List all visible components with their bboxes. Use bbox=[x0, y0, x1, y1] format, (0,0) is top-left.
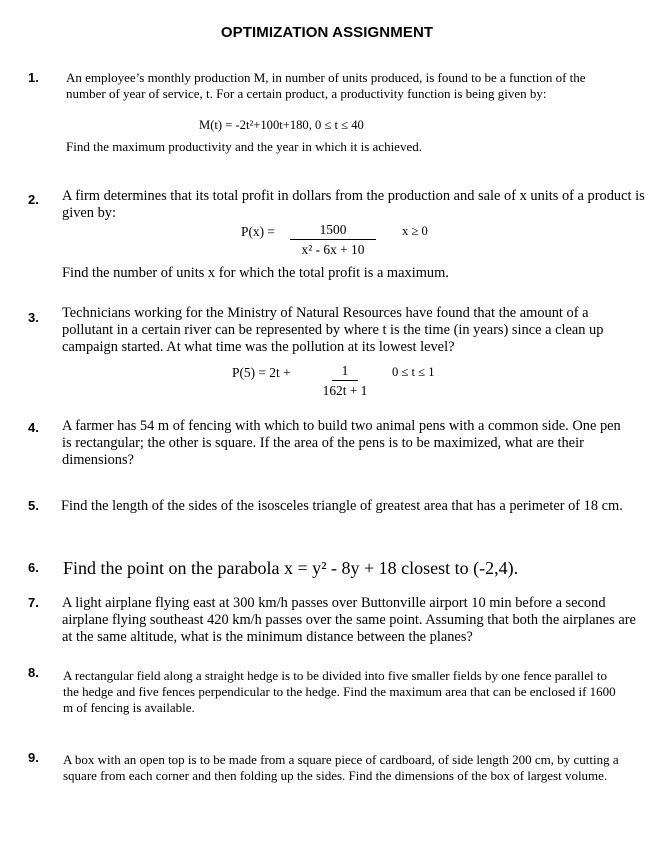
problem-2-number: 2. bbox=[28, 192, 39, 207]
problem-4-number: 4. bbox=[28, 420, 39, 435]
problem-4-text: A farmer has 54 m of fencing with which to build two animal pens with a common side. One pen is rectangular; the other is square. If the area of the pens is to be maximized, what are their dimensions? bbox=[62, 418, 621, 468]
problem-2-lhs: P(x) = bbox=[241, 224, 275, 239]
problem-1-question: Find the maximum productivity and the year in which it is achieved. bbox=[66, 139, 422, 154]
problem-2-question: Find the number of units x for which the total profit is a maximum. bbox=[62, 265, 449, 281]
problem-6-text: Find the point on the parabola x = y² - 8y + 18 closest to (-2,4). bbox=[63, 558, 519, 578]
problem-2-condition: x ≥ 0 bbox=[402, 224, 428, 238]
problem-3-fraction bbox=[318, 363, 372, 399]
problem-5-text: Find the length of the sides of the isosceles triangle of greatest area that has a perimeter of 18 cm. bbox=[61, 498, 623, 514]
problem-3-lhs: P(5) = 2t + bbox=[232, 365, 291, 380]
problem-2-denominator: x² - 6x + 10 bbox=[301, 242, 365, 257]
problem-7-number: 7. bbox=[28, 595, 39, 610]
problem-8-text: A rectangular field along a straight hedge is to be divided into five smaller fields by one fence parallel to the hedge and five fences perpendicular to the hedge. Find the maximum area that can be enclosed if 1600 m of fencing is available. bbox=[63, 668, 616, 715]
problem-2-numerator: 1500 bbox=[290, 222, 376, 240]
problem-5-number: 5. bbox=[28, 498, 39, 513]
problem-1-number: 1. bbox=[28, 70, 39, 85]
page-title: OPTIMIZATION ASSIGNMENT bbox=[220, 24, 434, 41]
problem-3-condition: 0 ≤ t ≤ 1 bbox=[392, 365, 435, 379]
problem-3-text: Technicians working for the Ministry of Natural Resources have found that the amount of a pollutant in a certain river can be represented by where t is the time (in years) since a clean up campaign started. At what time was the pollution at its lowest level? bbox=[62, 305, 604, 355]
problem-6-number: 6. bbox=[28, 560, 39, 575]
problem-3-denominator: 162t + 1 bbox=[322, 383, 368, 398]
problem-1-text: An employee’s monthly production M, in number of units produced, is found to be a function of the number of year of service, t. For a certain product, a productivity function is being given by: bbox=[66, 70, 586, 101]
problem-2-fraction bbox=[290, 222, 376, 258]
problem-2-text: A firm determines that its total profit in dollars from the production and sale of x units of a product is given by: bbox=[62, 188, 645, 221]
problem-1-equation: M(t) = -2t²+100t+180, 0 ≤ t ≤ 40 bbox=[199, 118, 364, 132]
problem-3-numerator: 1 bbox=[332, 363, 358, 381]
problem-7-text: A light airplane flying east at 300 km/h passes over Buttonville airport 10 min before a second airplane flying southeast 420 km/h passes over the same point. Assuming that both the airplanes are at the same altitude, what is the minimum distance between the planes? bbox=[62, 595, 636, 645]
problem-3-number: 3. bbox=[28, 310, 39, 325]
problem-9-text: A box with an open top is to be made from a square piece of cardboard, of side length 200 cm, by cutting a square from each corner and then folding up the sides. Find the dimensions of the box of largest volume. bbox=[63, 752, 619, 783]
problem-8-number: 8. bbox=[28, 665, 39, 680]
problem-9-number: 9. bbox=[28, 750, 39, 765]
